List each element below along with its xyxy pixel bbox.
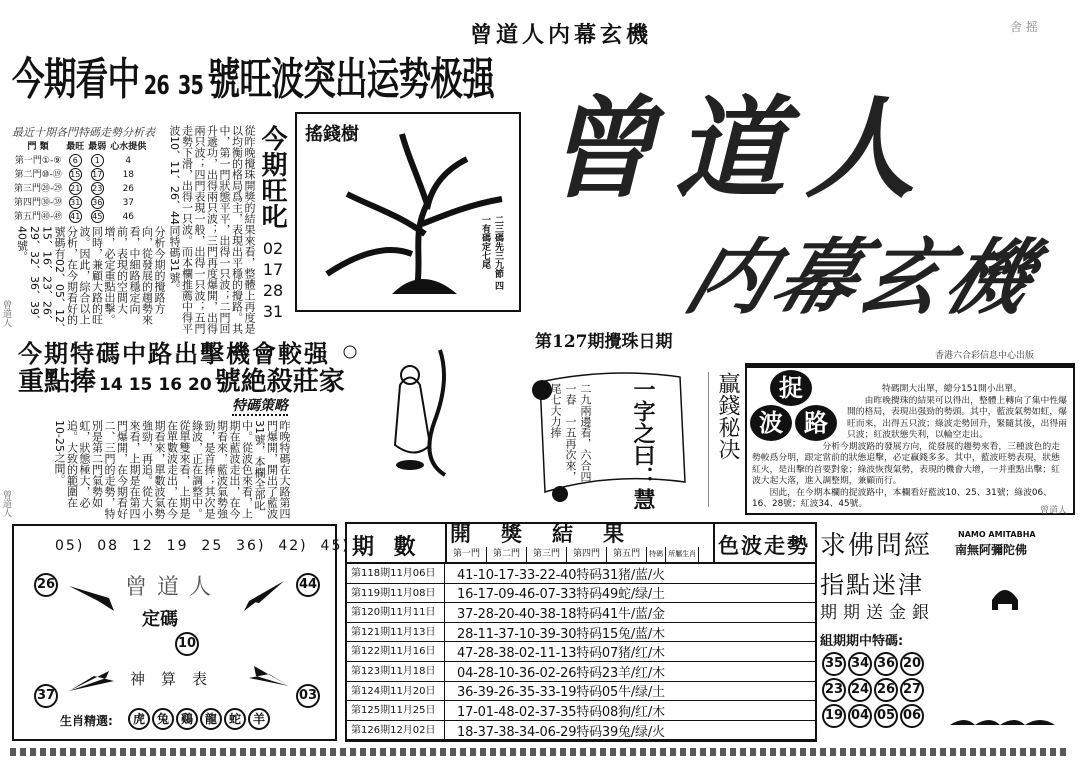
headline-number: 15: [128, 375, 153, 395]
gate-cell: 第三門⑳-㉙: [14, 183, 63, 194]
table-row: [12, 196, 148, 210]
wang-numbers: [260, 238, 286, 322]
wang-title: 今期旺叱: [257, 125, 287, 229]
issue-date: 第119期11月08日: [347, 584, 445, 603]
tip-cell: 46: [122, 211, 135, 222]
headline-number: 35: [177, 71, 204, 101]
draw-result: 36-39-26-35-33-19特码05牛/绿/土: [457, 685, 665, 701]
strategy-text: 昨晚特碼在大路第四門爆開，開出了藍波31號，本欄全部叱中。從波色來看，上期在藍波走出，在今期看來，藍波氣勢強勁，是首捧；其次是綠波，正在調整中。從單雙來看，上期是在單數波走出，在今期看來，單數波氣勢強勁，再追。從大小來看，上期是在第四門爆開，在今期看好二、三門的走勢，特別是第二門氣勢如虹，狀態極大，必追。大致的範圍在10-25之間。: [53, 420, 291, 519]
paper-title: 曾道人内幕玄機: [470, 22, 653, 48]
headline-number: 26: [143, 71, 170, 101]
ball: 23: [822, 678, 846, 702]
zodiac-picks: [128, 708, 272, 730]
signature: 曾道人: [1, 300, 11, 327]
code-number: 08: [97, 538, 120, 554]
ball: 27: [900, 678, 924, 702]
draw-result: 41-10-17-33-22-40特码31猪/蓝/火: [457, 567, 665, 583]
ball: 36: [874, 652, 898, 676]
corner-number: 44: [296, 573, 320, 597]
wave-trend-header: 色波走勢: [718, 534, 810, 558]
table-row: [347, 564, 815, 584]
headline-prefix: 今期看中: [12, 54, 140, 105]
buddha-line-4: 組期期中特碼:: [820, 634, 904, 649]
paragraph: 因此，在今期本欄的捉波路中，本欄看好藍波10、25、31號；綠波06、16、28號；紅波34、45號。: [752, 487, 1052, 509]
section-headline: 今期特碼中路出擊機會較强: [18, 340, 330, 368]
namo-chinese: 南無阿彌陀佛: [955, 543, 1028, 557]
code-number: 45: [320, 538, 343, 554]
code-number: 36: [236, 538, 258, 554]
decorative-border: [10, 748, 1070, 756]
results-title: 開獎結果: [450, 521, 654, 546]
win-secret-label: 贏錢秘决: [708, 372, 743, 507]
issue-date: 第122期11月16日: [347, 642, 445, 661]
table-row: [12, 210, 148, 224]
ball: 04: [848, 704, 872, 728]
buddha-illustration: [940, 560, 1070, 730]
draw-result: 16-17-09-46-07-33特码49蛇/绿/土: [457, 587, 665, 603]
paragraph: 特碼開大出單，總分151開小出單。: [882, 384, 1022, 394]
hot-cell: 41: [70, 212, 81, 221]
ball: 24: [848, 678, 872, 702]
corner-number: 37: [34, 684, 58, 708]
ball: 34: [848, 652, 872, 676]
gate-cell: 第一門①-⑨: [14, 155, 62, 166]
scroll-illustration: [520, 362, 695, 502]
paragraph: 分析今期波路的發展方向，從發展的趨勢來看，三種波色的走勢較爲分明，跟定當前的狀態追擊，必定贏錢多多。其中，藍波旺勢表現，狀態紅火，是出擊的首要對象；綠波恢復氣勢，表現的機會大增，一并重點出擊；紅波大起大落，進入調整期，兼顧而行。: [752, 441, 1060, 486]
cold-cell: 45: [92, 212, 103, 221]
wang-number: 31: [262, 302, 284, 321]
signature: 曾道人: [1040, 506, 1068, 516]
zodiac-item: 羊: [248, 708, 270, 730]
draw-result: 04-28-10-36-02-26特码23羊/红/木: [457, 665, 665, 681]
scroll-poem: 二九兩邊看，六合四一春 一五再次來，尾七大力捧: [549, 383, 592, 482]
gate-table: [12, 140, 148, 224]
gate-cell: 第五門㊵-㊾: [14, 211, 63, 222]
zodiac-item: 兔: [152, 708, 174, 730]
table-row: [347, 642, 815, 662]
draw-result: 28-11-37-10-39-30特码15兔/蓝/木: [457, 626, 665, 642]
draw-result: 18-37-38-34-06-29特码39兔/绿/火: [457, 724, 665, 740]
fixed-code-label: 定碼: [142, 609, 178, 630]
ball: 20: [900, 652, 924, 676]
tip-cell: 18: [122, 169, 135, 180]
headline-number: 14: [99, 375, 123, 395]
wang-number: 17: [262, 260, 284, 279]
table-row: [347, 584, 815, 604]
strategy-tag: 特碼策略: [232, 398, 288, 414]
ball-row: [822, 678, 926, 702]
gate-headers: [447, 547, 699, 562]
issue-date: 第118期11月06日: [347, 564, 445, 583]
hot-cell: 15: [70, 170, 81, 179]
table-row: [12, 182, 148, 196]
table-row: [347, 603, 815, 623]
gate-header: 特碼: [647, 547, 666, 562]
logo-subtitle: 内幕玄機: [674, 231, 1050, 326]
ball-row: [822, 652, 926, 676]
logo-name: 曾道人: [545, 84, 935, 213]
scroll-word: 一字之曰：慧: [630, 378, 655, 510]
table-row: [347, 623, 815, 643]
ball: 06: [900, 704, 924, 728]
tip-cell: 4: [125, 155, 132, 166]
signature: 曾道人: [1, 490, 11, 517]
brand-signature: 曾道人: [125, 575, 222, 600]
code-number: 05: [55, 538, 77, 554]
paragraph: 由昨晚攪珠的結果可以得出，整體上轉向了集中性爆開的格局，表現出强勁的勢頭。其中，藍波氣勢如虹，爆旺而來，出得五只波；綠波走勢回升，緊隨其後，出得兩只波；紅波狀態失利，以輪空走出。: [847, 395, 1067, 440]
bubble-bo: 波: [750, 405, 792, 441]
ball-row: [822, 704, 926, 728]
analysis-text-a: 從昨晚攪珠開獎的結果來看，整體上再度是以均衡的格局爲主，表現出平穩的攪路。其中，第一門狀態平平，出得一只波；二門回升遞功，出得兩只波；三門再度爆開，出得兩只波；四門表現一般，出得一只波；五門走勢下滑，出得一只波。而本欄推薦中得平波10、11、26、44同特碼31號。: [168, 125, 256, 334]
corner-number: 26: [34, 573, 58, 597]
gate-header: 所屬生肖: [666, 547, 699, 562]
code-number: 19: [166, 538, 189, 554]
draw-result: 37-28-20-40-38-18特码41牛/蓝/金: [457, 606, 665, 622]
code-number: 42: [278, 538, 301, 554]
zodiac-item: 龍: [200, 708, 222, 730]
issue-label: 第127期攪珠日期: [535, 332, 673, 352]
ball: 35: [822, 652, 846, 676]
tip-cell: 37: [122, 197, 135, 208]
zodiac-item: 蛇: [224, 708, 246, 730]
cold-cell: 23: [92, 184, 103, 193]
code-number: 12: [131, 538, 154, 554]
headline-number: 20: [188, 375, 212, 395]
cold-cell: 1: [91, 154, 104, 167]
wang-number: 02: [262, 239, 284, 258]
gate-table-title: 最近十期各門特碼走勢分析表: [12, 126, 155, 139]
buddha-line-2: 指點迷津: [820, 571, 924, 599]
headline-number: 16: [158, 375, 183, 395]
table-row: [347, 682, 815, 702]
zodiac-item: 鷄: [176, 708, 198, 730]
hot-cell: 31: [70, 198, 81, 207]
bubble-zhuo: 捉: [770, 370, 812, 406]
draw-result: 47-28-38-02-11-13特码07猪/红/木: [457, 646, 665, 662]
code-numbers: 05) 08 12 19 25 36) 42) 45): [55, 538, 350, 554]
money-tree-title: 搖錢樹: [305, 124, 359, 145]
gate-header: 第四門: [567, 547, 607, 562]
hot-cell: 21: [70, 184, 81, 193]
namo-english: NAMO AMITABHA: [958, 530, 1036, 539]
issue-date: 第121期11月13日: [347, 623, 445, 642]
corner-number: 03: [296, 684, 320, 708]
table-row: [12, 168, 148, 182]
cold-cell: 17: [92, 170, 103, 179]
headline-suffix: 號絶殺莊家: [214, 367, 345, 397]
table-row: [347, 701, 815, 721]
hot-cell: 6: [69, 154, 82, 167]
tip-cell: 26: [122, 183, 135, 194]
buddha-line-3: 期期送金銀: [820, 603, 935, 623]
issue-date: 第125期11月25日: [347, 701, 445, 720]
code-number: 25: [201, 538, 224, 554]
headline-suffix: 號旺波突出运势极强: [207, 54, 495, 105]
table-row: [347, 721, 815, 741]
center-number: 10: [175, 632, 199, 656]
gate-table-header: [12, 140, 148, 154]
main-headline: [12, 56, 494, 110]
column-header: 最旺: [66, 141, 85, 152]
zodiac-label: 生肖精選:: [60, 714, 113, 728]
issue-date: 第124期11月20日: [347, 682, 445, 701]
publisher: 香港六合彩信息中心出版: [935, 351, 1035, 361]
column-header: 門 類: [27, 141, 49, 152]
gate-header: 第一門: [447, 547, 487, 562]
gate-header: 第三門: [527, 547, 567, 562]
catch-wave-text: [752, 384, 1068, 511]
issue-date: 第123期11月18日: [347, 662, 445, 681]
ball: 05: [874, 704, 898, 728]
corner-mark: 舍 摇: [1010, 20, 1038, 34]
analysis-text-b: 分析今期的攪路方向，從發展的趨勢來看，中細路穩定向前，表現的空間大增，必定重點出擊。同時，兼顧大路的旺波。因此，綜合以上分析，在今期看好的號碼有02、05、12、15、16、23、26、29、32、36、39、40號。: [15, 226, 166, 334]
issue-column-header: 期 數: [352, 534, 422, 560]
headline-prefix: 重點捧: [18, 367, 97, 397]
column-header: 最弱: [88, 141, 107, 152]
wang-number: 28: [262, 281, 284, 300]
section-headline-2: [18, 368, 345, 399]
results-rows: [347, 564, 815, 740]
gate-header: 第二門: [487, 547, 527, 562]
gate-cell: 第二門⑩-⑲: [14, 169, 62, 180]
gate-header: 第五門: [607, 547, 647, 562]
issue-date: 第126期12月02日: [347, 721, 445, 740]
bubble-lu: 路: [795, 405, 837, 441]
zodiac-item: 虎: [128, 708, 150, 730]
buddha-line-1: 求佛問經: [820, 531, 933, 561]
column-header: 心水提供: [110, 141, 147, 152]
tree-poem: 二三碼先三九節 四一有碼定七尾: [480, 215, 503, 291]
table-row: [347, 662, 815, 682]
issue-date: 第120期11月11日: [347, 603, 445, 622]
table-footer: 神算表: [130, 670, 224, 688]
ball: 26: [874, 678, 898, 702]
sage-illustration: [340, 340, 500, 480]
gate-cell: 第四門㉚-㊴: [14, 197, 63, 208]
draw-result: 17-01-48-02-37-35特码08狗/红/木: [457, 704, 665, 720]
ball: 19: [822, 704, 846, 728]
cold-cell: 36: [92, 198, 103, 207]
table-row: [12, 154, 148, 168]
